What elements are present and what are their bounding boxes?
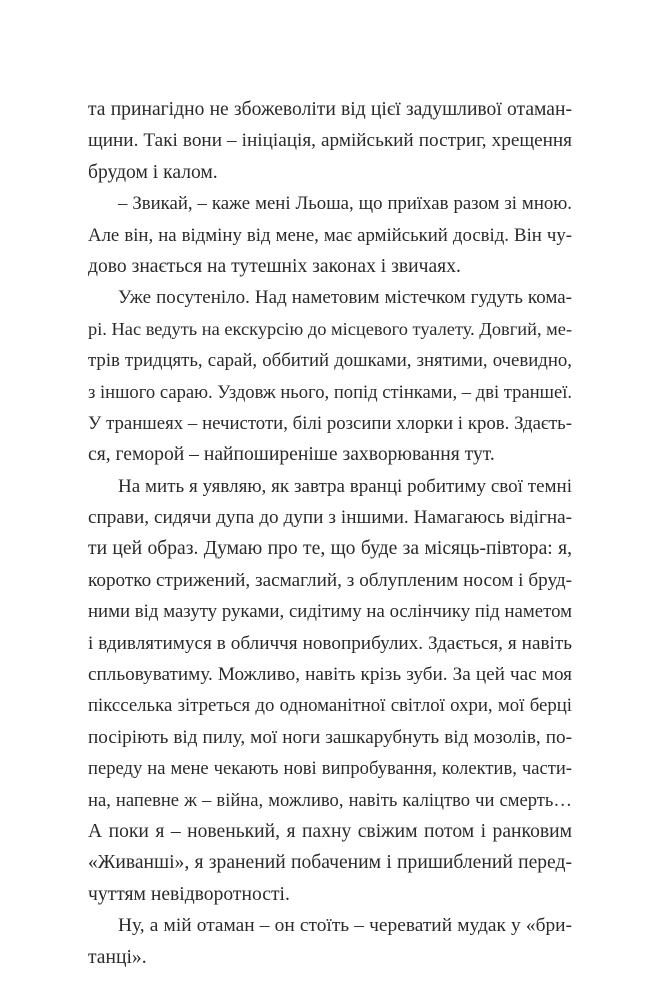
body-text bbox=[88, 94, 572, 973]
text-line: коротко стрижений, засмаглий, з облупленим носом і бруд- bbox=[88, 569, 572, 591]
text-line: А поки я – новенький, я пахну свіжим потом і ранковим bbox=[88, 820, 572, 842]
text-line: «Живанші», я зранений побаченим і пришиблений перед- bbox=[88, 852, 572, 874]
paragraph bbox=[88, 282, 572, 470]
text-line: переду на мене чекають нові випробування, колектив, части- bbox=[88, 758, 572, 780]
text-line: ти цей образ. Думаю про те, що буде за місяць-півтора: я, bbox=[88, 538, 572, 560]
text-line: брудом і калом. bbox=[88, 161, 218, 183]
text-line: У траншеях – нечистоти, білі розсипи хлорки і кров. Здаєть- bbox=[88, 412, 572, 434]
text-line: і вдивлятимуся в обличчя новоприбулих. Здається, я навіть bbox=[88, 632, 572, 654]
paragraph bbox=[88, 910, 572, 973]
text-line: спльовуватиму. Можливо, навіть крізь зуби. За цей час моя bbox=[88, 664, 572, 686]
text-line: танці». bbox=[88, 946, 147, 968]
text-line: та принагідно не збожеволіти від цієї задушливої отаман- bbox=[88, 99, 572, 120]
text-line: посіріють від пилу, мої ноги зашкарубнуть від мозолів, по- bbox=[88, 726, 572, 748]
text-line: – Звикай, – каже мені Льоша, що приїхав разом зі мною. bbox=[118, 193, 572, 215]
text-line: ними від мазуту руками, сидітиму на ослінчику під наметом bbox=[88, 601, 572, 623]
text-line: Ну, а мій отаман – он стоїть – череватий мудак у «бри- bbox=[118, 915, 572, 937]
text-line: трів тридцять, сарай, оббитий дошками, знятими, очевидно, bbox=[88, 350, 572, 372]
text-line: справи, сидячи дупа до дупи з іншими. Намагаюсь відігна- bbox=[88, 507, 572, 529]
text-line: дово знається на тутешніх законах і звичаях. bbox=[88, 255, 461, 277]
text-line: ся, геморой – найпоширеніше захворювання тут. bbox=[88, 444, 495, 466]
text-line: рі. Нас ведуть на екскурсію до місцевого туалету. Довгий, ме- bbox=[88, 318, 573, 339]
text-line: На мить я уявляю, як завтра вранці робитиму свої темні bbox=[118, 475, 572, 497]
text-line: Але він, на відміну від мене, має армійський досвід. Він чу- bbox=[88, 224, 572, 246]
paragraph bbox=[88, 471, 572, 910]
text-line: Уже посутеніло. Над наметовим містечком гудуть кома- bbox=[118, 287, 572, 309]
paragraph bbox=[88, 94, 572, 188]
text-line: на, напевне ж – війна, можливо, навіть каліцтво чи смерть… bbox=[88, 789, 572, 811]
text-line: з іншого сараю. Уздовж нього, попід стінками, – дві траншеї. bbox=[88, 381, 573, 403]
text-line: піксселька зітреться до одноманітної світлої охри, мої берці bbox=[88, 695, 572, 717]
text-line: чуттям невідворотності. bbox=[88, 883, 290, 905]
paragraph bbox=[88, 188, 572, 282]
text-line: щини. Такі вони – ініціація, армійський постриг, хрещення bbox=[88, 130, 572, 152]
